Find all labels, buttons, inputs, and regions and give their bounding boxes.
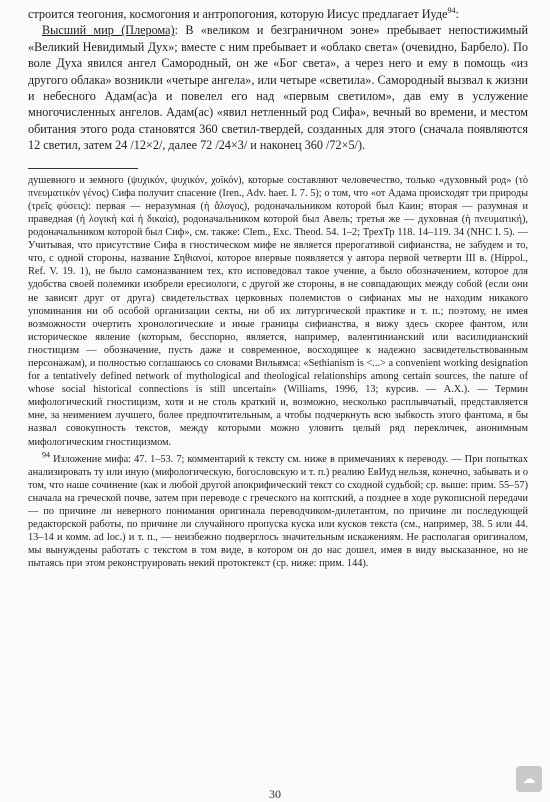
footnotes <box>28 174 528 571</box>
footnote-number: 94 <box>42 450 50 460</box>
page <box>28 6 528 570</box>
footnote-94-text: Изложение мифа: 47. 1–53. 7; комментарий к тексту см. ниже в примечаниях к переводу. — При попытках анализировать ту или иную (мифологическую, богословскую и т. п.) реалию ЕвИуд нельзя, конечно, забывать и о том, что наше сочинение (как и любой другой апокрифический текст со сходной судьбой; ср. выше: прим. 55–57) сначала на греческой почве, затем при переводе с греческого на коптский, а позднее в ходе рукописной передачи — по причине ли неверного понимания оригинала переводчиком-дилетантом, по причине ли последующей редакторской работы, по причине ли случайного пропуска куска или кусков текста (см., например, 38. 5 или 44. 13–14 и комм. ad loc.) и т. п., — неизбежно подверглось значительным искажениям. Не располагая оригиналом, мы вынуждены работать с текстом в том виде, в котором он до нас дошел, имея в виду высказанное, но не пытаясь при этом реконструировать некий протоктекст (ср. ниже: прим. 144). <box>28 453 528 570</box>
pleroma-text: : В «великом и безграничном эоне» пребывает непостижимый «Великий Невидимый Дух»; вместе с ним пребывает и «облако света» (очевидно, Барбело). По воле Духа явился ангел Самородный, он же «Бог света», а через него и ему в помощь «из другого облака» возникли «четыре ангела», или четыре «светила». Самородный вызвал к жизни и небесного Адам(ас)а и повелел его над «первым светилом», дав ему в услужение многочисленных ангелов. Адам(ас) «явил нетленный род Сифа», вечный во времени, и местом обитания этого рода становятся 360 светил-твердей, созданных для этого (сначала появляются 12 светил, затем 24 /12×2/, далее 72 /24×3/ и наконец 360 /72×5/). <box>28 23 528 153</box>
paragraph-intro <box>28 6 528 22</box>
intro-text: строится теогония, космогония и антропогония, которую Иисус предлагает Иуде <box>28 7 448 21</box>
paragraph-pleroma <box>28 22 528 153</box>
footnote-94 <box>28 450 528 571</box>
footnote-divider <box>28 168 138 169</box>
cloud-logo-icon: ☁ <box>516 766 542 792</box>
footnote-continued: душевного и земного (ψυχικόν, ψυχικόν, χοϊκόν), которые составляют человечество, только «духовный род» (τὸ πνευματικὸν γένος) Сифа получит спасение (Iren., Adv. haer. I. 7. 5); о том, что «от Адама происходят три природы (τρεῖς φύσεις): первая — неразумная (ἡ ἄλογος), родоначальником которой был Каин; вторая — разумная и праведная (ἡ λογικὴ καὶ ἡ δικαία), родоначальником которой был Авель; третья же — духовная (ἡ πνευματική), родоначальником которой был Сиф», см. также: Clem., Exc. Theod. 54. 1–2; ТрехТр 118. 14–119. 34 (NHC I. 5). — Учитывая, что присутствие Сифа в гностическом мифе не является прерогативой сифианства, не забудем и то, что, с одной стороны, название Σηθιανοί, которое впервые появляется у автора первой четверти III в. (Hippol., Ref. V. 19. 1), не было самоназванием тех, кто исповедовал такое учение, а было обозначением, которое для удобства своей полемики изобрели ересиологи, с другой же стороны, в не совпадающих между собой (если они не зависят друг от друга) свидетельствах церковных полемистов о сифианах мы не находим никакого упоминания ни об особой организации секты, ни об их литургической практике и т. п.; поэтому, не имея возможности очертить хронологические и иные границы сифианства, я вижу здесь скорее фантом, или историческое явление (которым, бесспорно, является, например, валентинианский или василидианский гностицизм — обозначение, пусть даже и современное, восходящее к надежно засвидетельствованным персонажам), и полностью соглашаюсь со словами Вильямса: «Sethianism is <...> a convenient working designation for a tentatively defined network of mythological and theological relationships among certain sources, the nature of whose social historical connections is still uncertain» (Williams, 1996, 13; курсив. — A.X.). — Термин мифологический гностицизм, хотя и не столь краткий и, возможно, несколько расплывчатый, представляется мне, за неимением лучшего, более предпочтительным, а чтобы подчеркнуть всю зыбкость этого фантома, я бы назвал совокупность текстов, между которыми можно уловить целый ряд перекличек, анонимным мифологическим гностицизмом. <box>28 174 528 448</box>
footnote-ref-94[interactable]: 94 <box>447 5 456 15</box>
main-text <box>28 6 528 154</box>
intro-end: : <box>455 7 459 21</box>
section-heading-pleroma: Высший мир (Плерома) <box>42 23 175 38</box>
page-number: 30 <box>269 787 281 801</box>
